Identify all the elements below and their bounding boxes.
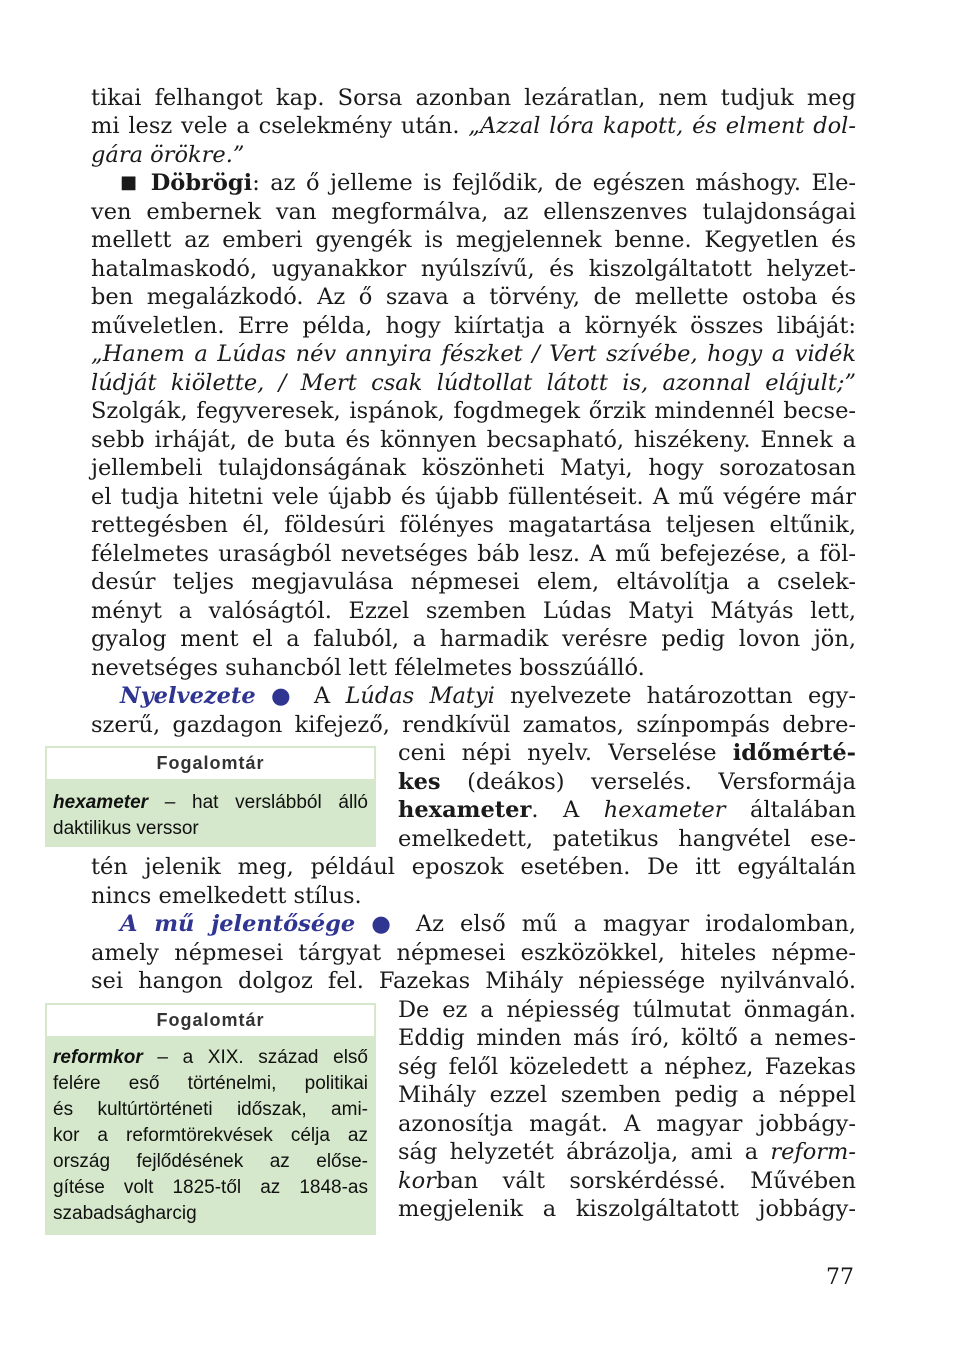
body-line: Eddig minden más író, költő a nemes-	[398, 1025, 856, 1051]
body-line: mi lesz vele a cselekmény után. „Azzal lóra kapott, és elment dol-	[91, 113, 856, 139]
body-line: korban vált sorskérdéssé. Művében	[398, 1168, 856, 1194]
body-line: ■ Döbrögi: az ő jelleme is fejlődik, de egészen máshogy. Ele-	[120, 170, 857, 196]
body-line	[91, 141, 856, 170]
glossary-line: reformkor – a XIX. század első	[53, 1047, 368, 1068]
body-line: kes (deákos) verselés. Versformája	[398, 769, 856, 795]
body-line: ben megalázkodó. Az ő szava a törvény, de mellette ostoba és	[91, 284, 856, 310]
body-line: műveletlen. Erre példa, hogy kiírtatja a környék összes libáját:	[91, 313, 856, 339]
body-line: ceni népi nyelv. Verselése időmérté-	[398, 740, 856, 766]
glossary-line: gítése volt 1825-től az 1848-as	[53, 1177, 368, 1198]
bullet-dot-icon: ●	[371, 911, 400, 937]
glossary-line: szabadságharcig	[53, 1203, 197, 1224]
body-line: szerű, gazdagon kifejező, rendkívül zamatos, színpompás debre-	[91, 712, 856, 738]
glossary-term: hexameter	[53, 792, 149, 813]
body-line: sebb irháját, de buta és könnyen becsapható, hiszékeny. Ennek a	[91, 427, 856, 453]
quote-line: „Hanem a Lúdas név annyira fészket / Vert szívébe, hogy a vidék	[91, 341, 856, 367]
body-line: el tudja hitetni vele újabb és újabb füllentéseit. A mű végére már	[91, 484, 856, 510]
glossary-box-hexameter	[45, 746, 376, 847]
body-line: amely népmesei tárgyat népmesei eszközökkel, hiteles népme-	[91, 940, 856, 966]
body-line: rettegésben él, földesúri fölényes magatartása teljesen eltűnik,	[91, 512, 856, 538]
bullet-dot-icon: ●	[270, 683, 299, 709]
section-heading-nyelvezete: Nyelvezete	[120, 683, 256, 709]
body-line: Nyelvezete ● A Lúdas Matyi nyelvezete határozottan egy-	[120, 683, 856, 709]
body-line: desúr teljes megjavulása népmesei elem, eltávolítja a cselek-	[91, 569, 856, 595]
body-line: emelkedett, patetikus hangvétel ese-	[398, 826, 856, 852]
body-line: hatalmaskodó, ugyanakkor nyúlszívű, és kiszolgáltatott helyzet-	[91, 256, 856, 282]
body-line: megjelenik a kiszolgáltatott jobbágy-	[398, 1196, 856, 1222]
body-line: A mű jelentősége ● Az első mű a magyar irodalomban,	[120, 911, 857, 937]
page-number: 77	[826, 1265, 854, 1290]
body-line: tén jelenik meg, például eposzok esetében. De itt egyáltalán	[91, 854, 856, 880]
body-line: nincs emelkedett stílus.	[91, 883, 362, 909]
body-line: hexameter. A hexameter általában	[398, 797, 856, 823]
body-line: Szolgák, fegyveresek, ispánok, fogdmegek őrzik mindennél becse-	[91, 398, 856, 424]
section-heading-jelentosege: A mű jelentősége	[120, 911, 356, 937]
glossary-line: kor a reformtörekvések célja az	[53, 1125, 368, 1146]
body-line: félelmetes uraságból nevetséges báb lesz. A mű befejezése, a föl-	[91, 541, 856, 567]
glossary-box-reformkor	[45, 1003, 376, 1235]
glossary-header: Fogalomtár	[47, 748, 374, 779]
body-line: ság helyzetét ábrázolja, ami a reform-	[398, 1139, 856, 1165]
glossary-line: hexameter – hat verslábból álló	[53, 792, 368, 813]
body-line: De ez a népiesség túlmutat önmagán.	[398, 997, 856, 1023]
body-line: azonosítja magát. A magyar jobbágy-	[398, 1111, 856, 1137]
glossary-header: Fogalomtár	[47, 1005, 374, 1036]
work-title: Lúdas Matyi	[345, 683, 495, 709]
quote: gára örökre.”	[91, 142, 245, 168]
glossary-line: felére eső történelmi, politikai	[53, 1073, 368, 1094]
glossary-line: ország fejlődésének az előse-	[53, 1151, 368, 1172]
glossary-line: és kultúrtörténeti időszak, ami-	[53, 1099, 368, 1120]
quote: „Azzal lóra kapott, és elment dol-	[468, 113, 856, 139]
quote-line: lúdját kiölette, / Mert csak lúdtollat látott is, azonnal elájult;”	[91, 370, 856, 396]
body-line: sei hangon dolgoz fel. Fazekas Mihály népiessége nyilvánvaló.	[91, 968, 856, 994]
body-line: mellett az emberi gyengék is megjelennek benne. Kegyetlen és	[91, 227, 856, 253]
square-bullet-icon: ■	[120, 172, 141, 193]
term-dobrogi: Döbrögi	[150, 170, 253, 196]
body-line: ség felől közeledett a néphez, Fazekas	[398, 1054, 856, 1080]
glossary-term: reformkor	[53, 1047, 143, 1068]
body-line: ményt a valóságtól. Ezzel szemben Lúdas Matyi Mátyás lett,	[91, 598, 856, 624]
body-line: tikai felhangot kap. Sorsa azonban lezáratlan, nem tudjuk meg	[91, 85, 856, 111]
body-line: Mihály ezzel szemben pedig a néppel	[398, 1082, 856, 1108]
body-line: jellembeli tulajdonságának köszönheti Matyi, hogy sorozatosan	[91, 455, 856, 481]
body-line: ven embernek van megformálva, az ellenszenves tulajdonságai	[91, 199, 856, 225]
glossary-line: daktilikus verssor	[53, 818, 199, 839]
body-line: nevetséges suhancból lett félelmetes bosszúálló.	[91, 655, 645, 681]
body-line: gyalog ment el a faluból, a harmadik verésre pedig lovon jön,	[91, 626, 856, 652]
